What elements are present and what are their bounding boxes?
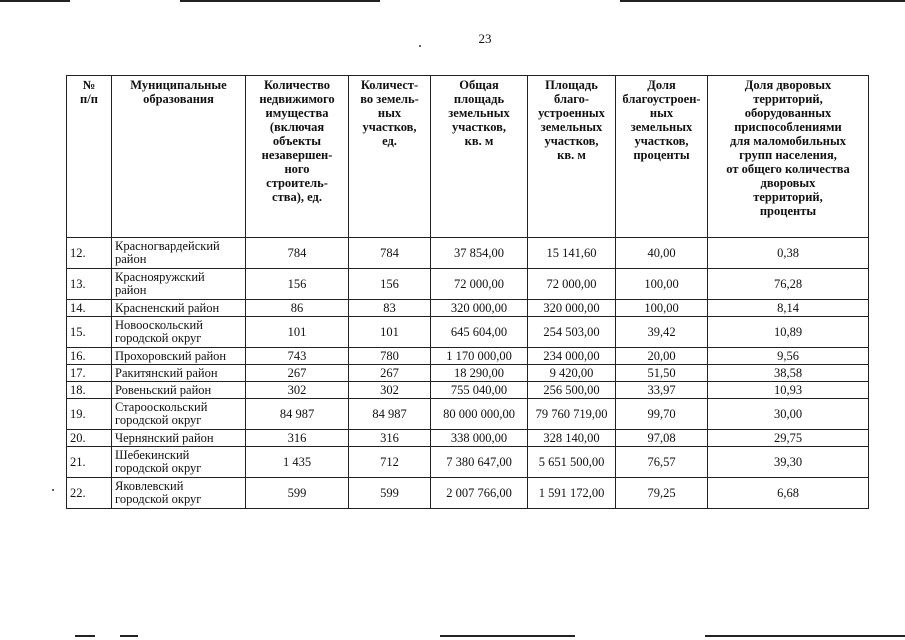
cell-number: 14. xyxy=(67,300,112,317)
column-header-total-area: Общая площадь земельных участков, кв. м xyxy=(431,76,528,238)
cell-accessible-share: 0,38 xyxy=(708,238,869,269)
cell-accessible-share: 10,89 xyxy=(708,317,869,348)
cell-improved-share: 20,00 xyxy=(616,348,708,365)
cell-number: 16. xyxy=(67,348,112,365)
cell-improved-area: 79 760 719,00 xyxy=(528,399,616,430)
column-header-improved-share: Доля благоустроен- ных земельных участков, проценты xyxy=(616,76,708,238)
cell-municipality: Красненский район xyxy=(112,300,246,317)
cell-plot-count: 780 xyxy=(349,348,431,365)
table-row xyxy=(67,348,869,365)
cell-accessible-share: 8,14 xyxy=(708,300,869,317)
cell-plot-count: 101 xyxy=(349,317,431,348)
cell-improved-share: 40,00 xyxy=(616,238,708,269)
cell-municipality: Краснояружский район xyxy=(112,269,246,300)
scan-edge-bottom-1 xyxy=(75,635,95,637)
cell-number: 19. xyxy=(67,399,112,430)
cell-number: 20. xyxy=(67,430,112,447)
cell-improved-share: 39,42 xyxy=(616,317,708,348)
cell-total-area: 645 604,00 xyxy=(431,317,528,348)
table-row xyxy=(67,447,869,478)
cell-total-area: 320 000,00 xyxy=(431,300,528,317)
cell-improved-area: 15 141,60 xyxy=(528,238,616,269)
table-row xyxy=(67,300,869,317)
cell-total-area: 72 000,00 xyxy=(431,269,528,300)
cell-accessible-share: 30,00 xyxy=(708,399,869,430)
cell-improved-area: 256 500,00 xyxy=(528,382,616,399)
cell-improved-area: 234 000,00 xyxy=(528,348,616,365)
cell-number: 21. xyxy=(67,447,112,478)
cell-plot-count: 156 xyxy=(349,269,431,300)
table-row xyxy=(67,365,869,382)
cell-improved-area: 9 420,00 xyxy=(528,365,616,382)
table-row xyxy=(67,399,869,430)
cell-property-count: 302 xyxy=(246,382,349,399)
cell-improved-share: 97,08 xyxy=(616,430,708,447)
cell-improved-area: 254 503,00 xyxy=(528,317,616,348)
cell-total-area: 7 380 647,00 xyxy=(431,447,528,478)
cell-improved-share: 33,97 xyxy=(616,382,708,399)
scan-speck xyxy=(52,489,54,491)
cell-property-count: 1 435 xyxy=(246,447,349,478)
table-row xyxy=(67,430,869,447)
cell-municipality: Шебекинский городской округ xyxy=(112,447,246,478)
column-header-property-count: Количество недвижимого имущества (включая объекты незавершен- ного строитель- ства), ед. xyxy=(246,76,349,238)
cell-total-area: 80 000 000,00 xyxy=(431,399,528,430)
cell-municipality: Яковлевский городской округ xyxy=(112,478,246,509)
cell-municipality: Новооскольский городской округ xyxy=(112,317,246,348)
cell-accessible-share: 38,58 xyxy=(708,365,869,382)
cell-improved-area: 5 651 500,00 xyxy=(528,447,616,478)
cell-property-count: 599 xyxy=(246,478,349,509)
cell-number: 13. xyxy=(67,269,112,300)
table-row xyxy=(67,269,869,300)
cell-municipality: Старооскольский городской округ xyxy=(112,399,246,430)
cell-number: 15. xyxy=(67,317,112,348)
cell-plot-count: 316 xyxy=(349,430,431,447)
cell-property-count: 316 xyxy=(246,430,349,447)
cell-accessible-share: 39,30 xyxy=(708,447,869,478)
cell-number: 22. xyxy=(67,478,112,509)
cell-improved-area: 320 000,00 xyxy=(528,300,616,317)
cell-property-count: 86 xyxy=(246,300,349,317)
scan-edge-top-left xyxy=(0,0,70,2)
column-header-plot-count: Количест- во земель- ных участков, ед. xyxy=(349,76,431,238)
cell-municipality: Ровеньский район xyxy=(112,382,246,399)
cell-improved-area: 328 140,00 xyxy=(528,430,616,447)
cell-improved-share: 100,00 xyxy=(616,269,708,300)
column-header-improved-area: Площадь благо- устроенных земельных участков, кв. м xyxy=(528,76,616,238)
cell-number: 18. xyxy=(67,382,112,399)
cell-improved-share: 99,70 xyxy=(616,399,708,430)
column-header-accessible-share: Доля дворовых территорий, оборудованных приспособлениями для маломобильных групп населения, от общего количества дворовых территорий, проценты xyxy=(708,76,869,238)
table-row xyxy=(67,382,869,399)
cell-total-area: 37 854,00 xyxy=(431,238,528,269)
cell-improved-share: 51,50 xyxy=(616,365,708,382)
cell-accessible-share: 6,68 xyxy=(708,478,869,509)
cell-total-area: 2 007 766,00 xyxy=(431,478,528,509)
cell-improved-share: 100,00 xyxy=(616,300,708,317)
cell-plot-count: 784 xyxy=(349,238,431,269)
page-number: 23 xyxy=(478,31,492,46)
cell-number: 17. xyxy=(67,365,112,382)
cell-improved-share: 76,57 xyxy=(616,447,708,478)
cell-improved-share: 79,25 xyxy=(616,478,708,509)
cell-plot-count: 267 xyxy=(349,365,431,382)
cell-municipality: Ракитянский район xyxy=(112,365,246,382)
cell-number: 12. xyxy=(67,238,112,269)
table-row xyxy=(67,238,869,269)
cell-property-count: 267 xyxy=(246,365,349,382)
cell-improved-area: 72 000,00 xyxy=(528,269,616,300)
cell-plot-count: 83 xyxy=(349,300,431,317)
cell-property-count: 784 xyxy=(246,238,349,269)
cell-municipality: Прохоровский район xyxy=(112,348,246,365)
table-row xyxy=(67,478,869,509)
cell-property-count: 156 xyxy=(246,269,349,300)
scan-edge-bottom-3 xyxy=(440,635,575,637)
scan-edge-top-mid xyxy=(180,0,380,2)
cell-property-count: 101 xyxy=(246,317,349,348)
cell-plot-count: 599 xyxy=(349,478,431,509)
cell-total-area: 18 290,00 xyxy=(431,365,528,382)
scan-edge-bottom-4 xyxy=(705,635,905,637)
cell-municipality: Чернянский район xyxy=(112,430,246,447)
column-header-number: № п/п xyxy=(67,76,112,238)
cell-accessible-share: 76,28 xyxy=(708,269,869,300)
data-table xyxy=(66,75,869,509)
cell-property-count: 743 xyxy=(246,348,349,365)
scan-edge-bottom-2 xyxy=(120,635,138,637)
cell-total-area: 338 000,00 xyxy=(431,430,528,447)
scan-edge-top-right xyxy=(620,0,905,2)
cell-accessible-share: 10,93 xyxy=(708,382,869,399)
table-row xyxy=(67,317,869,348)
cell-improved-area: 1 591 172,00 xyxy=(528,478,616,509)
cell-property-count: 84 987 xyxy=(246,399,349,430)
cell-plot-count: 302 xyxy=(349,382,431,399)
cell-total-area: 755 040,00 xyxy=(431,382,528,399)
cell-total-area: 1 170 000,00 xyxy=(431,348,528,365)
cell-municipality: Красногвардейский район xyxy=(112,238,246,269)
cell-accessible-share: 29,75 xyxy=(708,430,869,447)
column-header-municipality: Муниципальные образования xyxy=(112,76,246,238)
cell-plot-count: 84 987 xyxy=(349,399,431,430)
cell-plot-count: 712 xyxy=(349,447,431,478)
table-header-row xyxy=(67,76,869,238)
cell-accessible-share: 9,56 xyxy=(708,348,869,365)
